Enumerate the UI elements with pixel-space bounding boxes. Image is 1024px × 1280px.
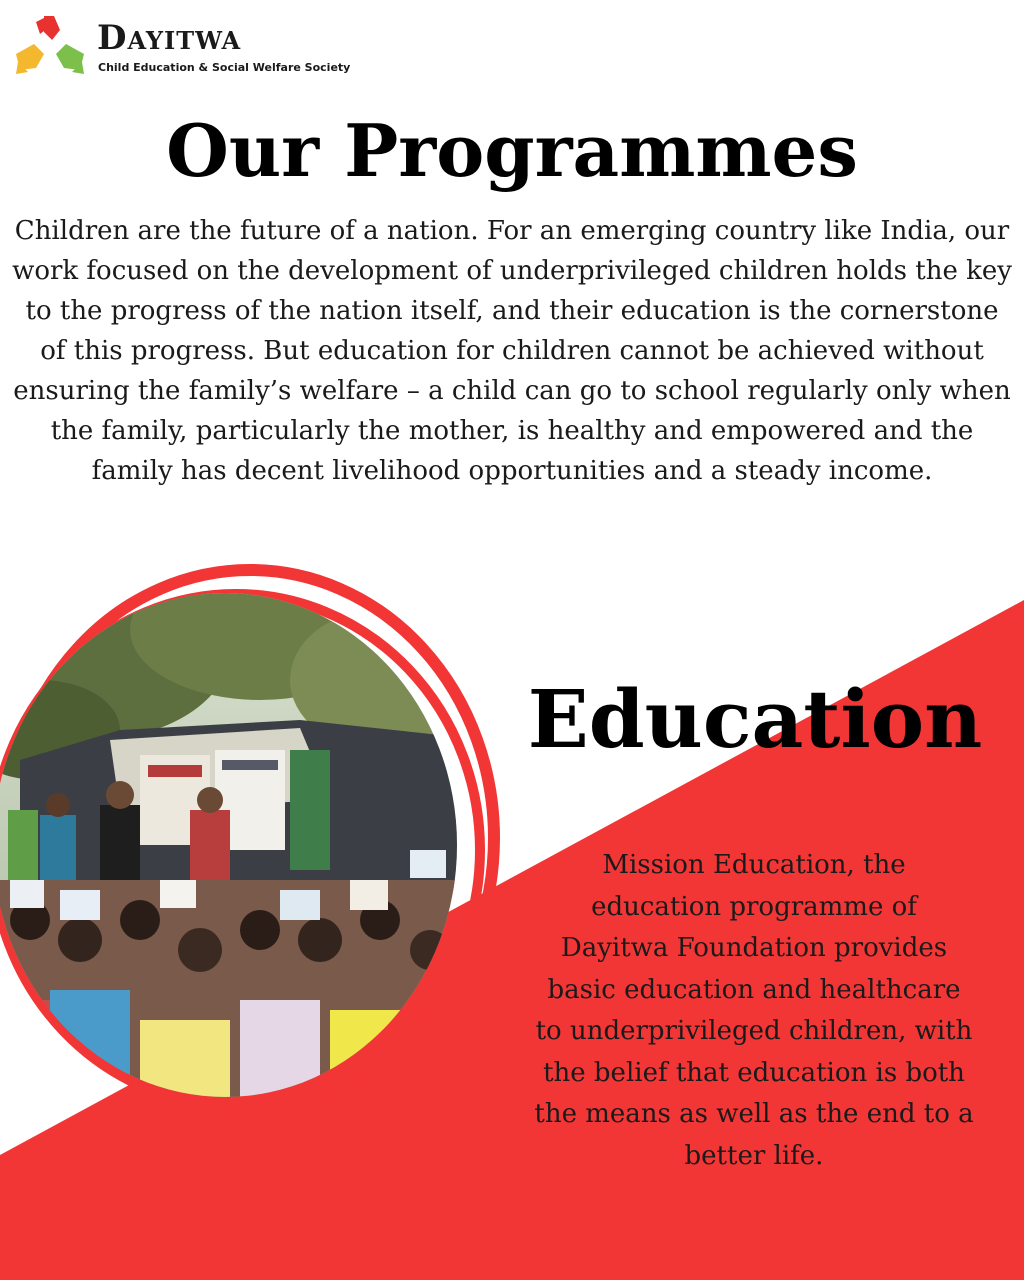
section-body: Mission Education, the education programme of Dayitwa Foundation provides basic education and healthcare to underprivileged children, with the belief that education is both the means as well as the end to a better life. [534, 850, 974, 1171]
intro-paragraph: Children are the future of a nation. For an emerging country like India, our work focused on the development of underprivileged children holds the key to the progress of the nation itself, and their education is the cornerstone of this progress. But education for children cannot be achieved without ensuring the family’s welfare – a child can go to school regularly only when the family, particularly the mother, is healthy and empowered and the family has decent livelihood opportunities and a steady income. [12, 216, 1012, 486]
brand-tagline: Child Education & Social Welfare Society [98, 61, 351, 74]
hands-logo-icon [14, 14, 86, 78]
page-title: Our Programmes [166, 108, 858, 193]
brand-name: Dayitwa [97, 18, 242, 58]
section-heading: Education [527, 672, 983, 766]
education-photo [0, 560, 520, 1120]
